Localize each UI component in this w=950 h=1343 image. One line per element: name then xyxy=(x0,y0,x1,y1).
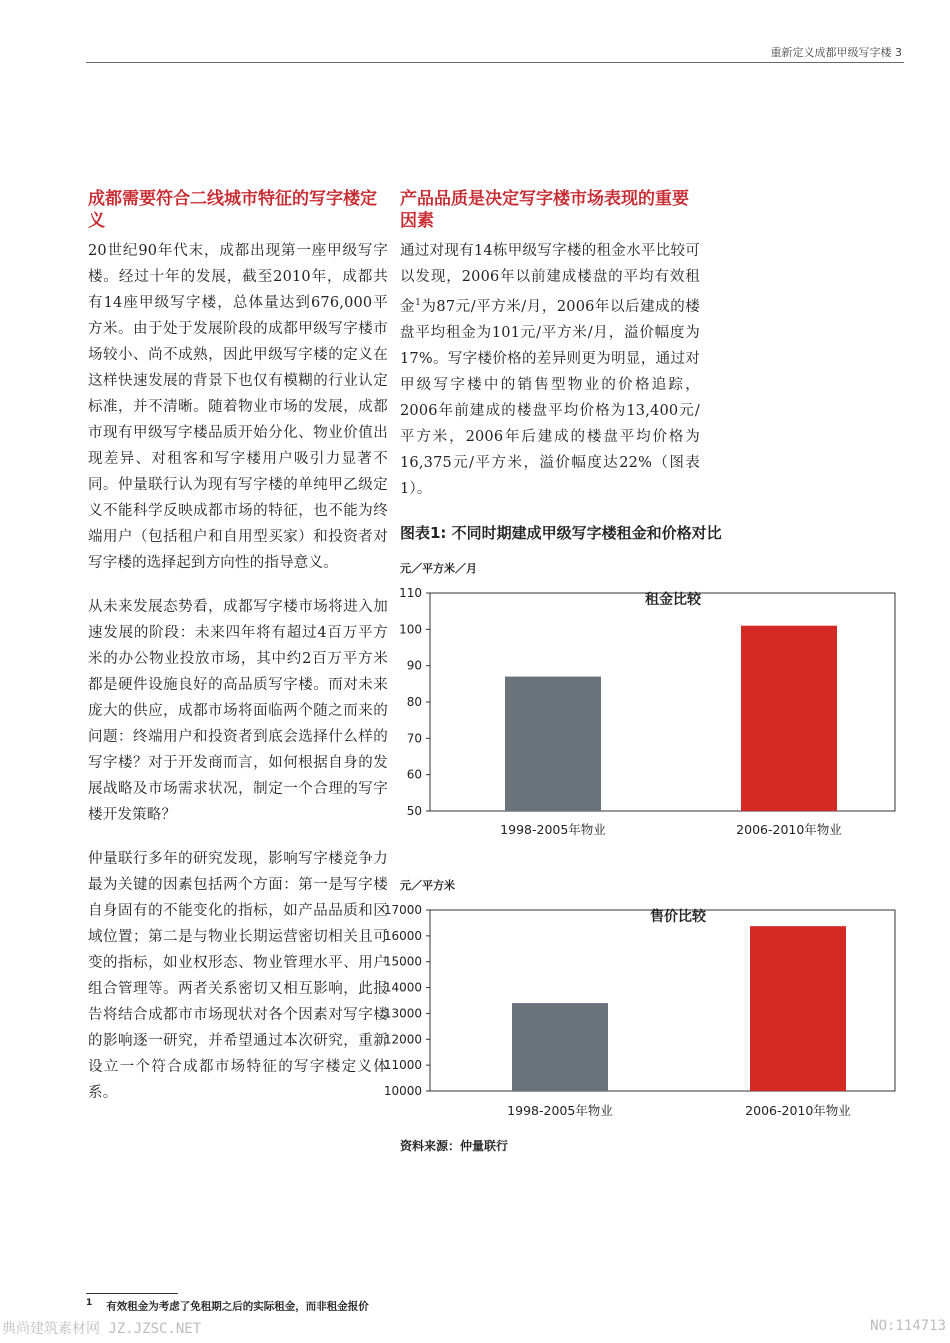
bar xyxy=(512,1003,608,1091)
y-tick-label: 60 xyxy=(406,767,422,782)
left-paragraph-2: 从未来发展态势看，成都写字楼市场将进入加速发展的阶段：未来四年将有超过4百万平方米的办公物业投放市场，其中约2百万平方米都是硬件设施良好的高品质写字楼。而对未来庞大的供应，成都市场将面临两个随之而来的问题：终端用户和投资者到底会选择什么样的写字楼？对于开发商而言，如何根据自身的发展战略及市场需求状况，制定一个合理的写字楼开发策略？ xyxy=(88,599,388,823)
running-header: 重新定义成都甲级写字楼 3 xyxy=(770,46,902,59)
y-tick-label: 16000 xyxy=(383,928,422,943)
y-tick-label: 50 xyxy=(406,804,422,818)
bar xyxy=(505,677,601,811)
price-chart xyxy=(383,893,898,1125)
footnote xyxy=(86,1298,369,1314)
rent-chart-svg xyxy=(398,576,898,848)
right-paragraph-part-a: 通过对现有14栋甲级写字楼的租金水平比较可以发现，2006年以前建成楼盘的平均有效租金 xyxy=(400,243,700,315)
right-section-title: 产品品质是决定写字楼市场表现的重要因素 xyxy=(400,189,689,231)
price-chart-svg xyxy=(383,893,898,1125)
left-column xyxy=(88,188,388,1124)
figure-title: 图表1: 不同时期建成甲级写字楼租金和价格对比 xyxy=(400,524,722,542)
y-tick-label: 15000 xyxy=(383,954,422,969)
bar xyxy=(750,926,846,1091)
figure-source: 资料来源：仲量联行 xyxy=(400,1139,509,1153)
watermark-right: NO:114713 xyxy=(870,1318,946,1334)
price-chart-unit: 元／平方米 xyxy=(400,879,455,892)
footnote-number: 1 xyxy=(86,1298,93,1308)
category-label: 1998-2005年物业 xyxy=(507,1103,613,1118)
y-tick-label: 11000 xyxy=(383,1058,422,1073)
y-tick-label: 80 xyxy=(406,695,422,709)
bar xyxy=(741,626,837,811)
y-tick-label: 13000 xyxy=(383,1006,422,1021)
category-label: 1998-2005年物业 xyxy=(500,822,606,837)
chart-title: 租金比较 xyxy=(645,592,701,608)
y-tick-label: 10000 xyxy=(383,1084,422,1098)
chart-title: 售价比较 xyxy=(650,909,706,925)
y-tick-label: 12000 xyxy=(383,1032,422,1047)
y-tick-label: 70 xyxy=(406,731,422,746)
category-label: 2006-2010年物业 xyxy=(736,822,842,837)
category-label: 2006-2010年物业 xyxy=(745,1103,851,1118)
right-paragraph-part-b: 为87元/平方米/月，2006年以后建成的楼盘平均租金为101元/平方米/月，溢价幅度为17%。写字楼价格的差异则更为明显，通过对甲级写字楼中的销售型物业的价格追踪，2006年前建成的楼盘平均价格为13,400元/平方米，2006年后建成的楼盘平均价格为16,375元/平方米，溢价幅度达22%（图表1）。 xyxy=(400,298,700,497)
left-paragraph-1: 20世纪90年代末，成都出现第一座甲级写字楼。经过十年的发展，截至2010年，成都共有14座甲级写字楼，总体量达到676,000平方米。由于处于发展阶段的成都甲级写字楼市场较小、尚不成熟，因此甲级写字楼的定义在这样快速发展的背景下也仅有模糊的行业认定标准，并不清晰。随着物业市场的发展，成都市现有甲级写字楼品质开始分化、物业价值出现差异、对租客和写字楼用户吸引力显著不同。仲量联行认为现有写字楼的单纯甲乙级定义不能科学反映成都市场的特征，也不能为终端用户（包括租户和自用型买家）和投资者对写字楼的选择起到方向性的指导意义。 xyxy=(88,243,388,571)
footnote-rule xyxy=(86,1293,178,1294)
rent-chart xyxy=(398,576,898,848)
rent-chart-unit: 元／平方米／月 xyxy=(400,562,477,575)
y-tick-label: 14000 xyxy=(383,980,422,995)
left-section-title: 成都需要符合二线城市特征的写字楼定义 xyxy=(88,189,377,231)
footnote-text: 有效租金为考虑了免租期之后的实际租金，而非租金报价 xyxy=(106,1300,369,1313)
y-tick-label: 17000 xyxy=(383,903,422,917)
y-tick-label: 90 xyxy=(406,658,422,673)
right-paragraph xyxy=(400,238,700,502)
watermark-left: 典尚建筑素材网 JZ.JZSC.NET xyxy=(2,1321,202,1337)
y-tick-label: 100 xyxy=(399,622,422,637)
y-tick-label: 110 xyxy=(399,586,422,600)
right-column xyxy=(400,188,700,520)
left-paragraph-3: 仲量联行多年的研究发现，影响写字楼竞争力最为关键的因素包括两个方面：第一是写字楼自身固有的不能变化的指标，如产品品质和区域位置；第二是与物业长期运营密切相关且可变的指标，如业权形态、物业管理水平、用户组合管理等。两者关系密切又相互影响，此报告将结合成都市市场现状对各个因素对写字楼的影响逐一研究，并希望通过本次研究，重新设立一个符合成都市场特征的写字楼定义体系。 xyxy=(88,851,388,1101)
header-rule xyxy=(86,62,904,63)
footnote-ref: 1 xyxy=(415,298,421,308)
